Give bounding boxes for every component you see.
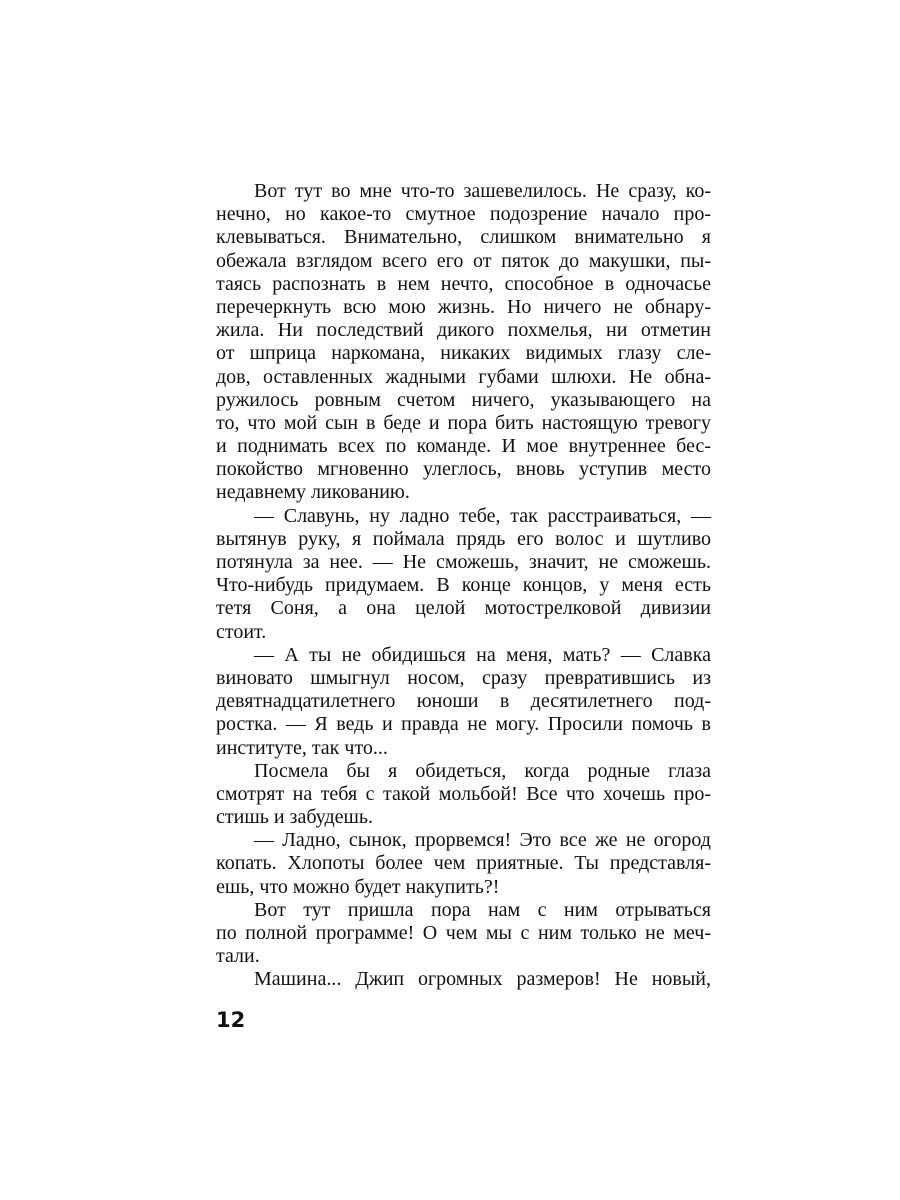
text-line: недавнему ликованию.	[216, 481, 410, 504]
text-line: ростка. — Я ведь и правда не могу. Просили помочь в	[216, 713, 711, 736]
text-line: — Славунь, ну ладно тебе, так расстраиваться, —	[254, 504, 711, 527]
text-line: Что-нибудь придумаем. В конце концов, у меня есть	[216, 574, 711, 597]
text-line: перечеркнуть всю мою жизнь. Но ничего не обнару-	[216, 295, 711, 318]
text-line: тали.	[216, 945, 260, 968]
text-line: от шприца наркомана, никаких видимых глазу сле-	[216, 342, 711, 365]
text-line: — А ты не обидишься на меня, мать? — Славка	[254, 643, 711, 666]
text-line: Посмела бы я обидеться, когда родные глаза	[254, 759, 711, 782]
text-line: институте, так что...	[216, 736, 388, 759]
text-line: Машина... Джип огромных размеров! Не новый,	[254, 968, 711, 991]
text-line: Вот тут пришла пора нам с ним отрываться	[254, 898, 711, 921]
text-line: то, что мой сын в беде и пора бить настоящую тревогу	[216, 411, 711, 434]
text-line: клевываться. Внимательно, слишком внимательно я	[216, 226, 711, 249]
text-line: ешь, что можно будет накупить?!	[216, 875, 500, 898]
text-line: покойство мгновенно улеглось, вновь уступив место	[216, 458, 711, 481]
text-line: стишь и забудешь.	[216, 806, 374, 829]
text-line: Вот тут во мне что-то зашевелилось. Не сразу, ко-	[254, 180, 711, 202]
text-line: и поднимать всех по команде. И мое внутреннее бес-	[216, 435, 711, 458]
text-line: девятнадцатилетнего юноши в десятилетнего под-	[216, 690, 711, 713]
text-line: обежала взглядом всего его от пяток до макушки, пы-	[216, 249, 711, 272]
body-text	[216, 180, 711, 992]
text-line: ружилось ровным счетом ничего, указывающего на	[216, 388, 711, 411]
text-line: тетя Соня, а она целой мотострелковой дивизии	[216, 597, 711, 620]
text-line: таясь распознать в нем нечто, способное в одночасье	[216, 272, 711, 295]
text-line: — Ладно, сынок, прорвемся! Это все же не огород	[254, 829, 711, 852]
text-line: виновато шмыгнул носом, сразу превратившись из	[216, 666, 711, 689]
text-line: жила. Ни последствий дикого похмелья, ни отметин	[216, 319, 711, 342]
page-number: 12	[216, 1008, 246, 1032]
text-line: потянула за нее. — Не сможешь, значит, не сможешь.	[216, 551, 711, 573]
text-line: копать. Хлопоты более чем приятные. Ты представля-	[216, 852, 711, 875]
text-line: по полной программе! О чем мы с ним только не меч-	[216, 922, 711, 944]
text-line: смотрят на тебя с такой мольбой! Все что хочешь про-	[216, 782, 711, 805]
text-line: вытянув руку, я поймала прядь его волос и шутливо	[216, 527, 711, 550]
text-line: нечно, но какое-то смутное подозрение начало про-	[216, 203, 711, 226]
text-line: стоит.	[216, 620, 267, 643]
text-line: дов, оставленных жадными губами шлюхи. Не обна-	[216, 365, 711, 388]
